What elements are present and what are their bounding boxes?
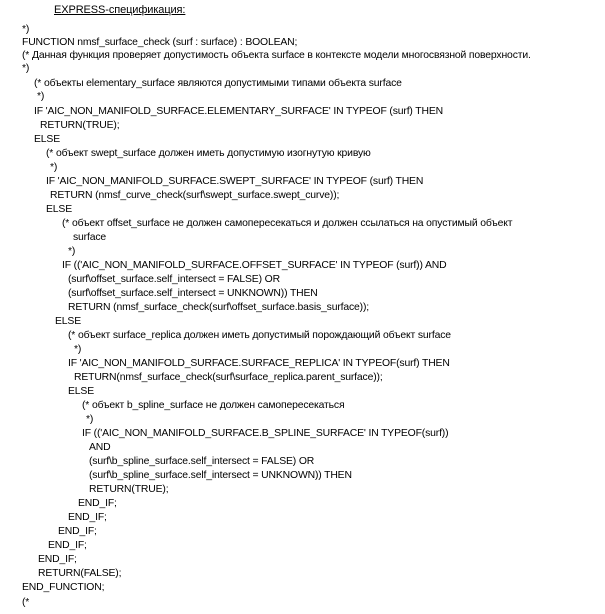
code-line: END_FUNCTION; (22, 582, 105, 593)
code-line: RETURN(TRUE); (40, 120, 120, 131)
code-line: *) (37, 91, 45, 102)
code-line: END_IF; (68, 512, 107, 523)
code-line: (surf\b_spline_surface.self_intersect = UNKNOWN)) THEN (89, 470, 352, 481)
code-line: IF 'AIC_NON_MANIFOLD_SURFACE.SWEPT_SURFACE' IN TYPEOF (surf) THEN (46, 176, 424, 187)
code-line: IF 'AIC_NON_MANIFOLD_SURFACE.SURFACE_REPLICA' IN TYPEOF(surf) THEN (68, 358, 450, 369)
code-line: ELSE (68, 386, 94, 397)
code-line: ELSE (55, 316, 81, 327)
code-line: IF 'AIC_NON_MANIFOLD_SURFACE.ELEMENTARY_SURFACE' IN TYPEOF (surf) THEN (34, 106, 443, 117)
code-line: END_IF; (48, 540, 87, 551)
code-line: END_IF; (78, 498, 117, 509)
code-line: *) (74, 344, 82, 355)
code-line: (* объекты elementary_surface являются допустимыми типами объекта surface (34, 78, 402, 89)
code-line: (surf\offset_surface.self_intersect = FALSE) OR (68, 274, 280, 285)
code-line: *) (22, 63, 30, 74)
code-line: ELSE (46, 204, 72, 215)
code-line: FUNCTION nmsf_surface_check (surf : surface) : BOOLEAN; (22, 37, 298, 48)
code-line: (* объект swept_surface должен иметь допустимую изогнутую кривую (46, 148, 371, 159)
code-line: (* (22, 597, 30, 608)
document-heading: EXPRESS-спецификация: (54, 4, 186, 16)
code-line: (surf\offset_surface.self_intersect = UNKNOWN)) THEN (68, 288, 318, 299)
code-line: *) (50, 162, 58, 173)
code-line: END_IF; (38, 554, 77, 565)
code-line: *) (22, 24, 30, 35)
code-line: (* объект offset_surface не должен самопересекаться и должен ссылаться на опустимый объект (62, 218, 513, 229)
code-line: (* Данная функция проверяет допустимость объекта surface в контексте модели многосвязной поверхности. (22, 50, 531, 61)
code-line: RETURN(nmsf_surface_check(surf\surface_replica.parent_surface)); (74, 372, 383, 383)
code-line: RETURN (nmsf_curve_check(surf\swept_surface.swept_curve)); (50, 190, 340, 201)
code-line: RETURN (nmsf_surface_check(surf\offset_surface.basis_surface)); (68, 302, 370, 313)
code-line: (surf\b_spline_surface.self_intersect = FALSE) OR (89, 456, 315, 467)
code-line: surface (73, 232, 107, 243)
code-line: END_IF; (58, 526, 97, 537)
code-line: RETURN(FALSE); (38, 568, 122, 579)
code-line: AND (89, 442, 111, 453)
code-line: *) (86, 414, 94, 425)
code-line: *) (68, 246, 76, 257)
code-line: IF (('AIC_NON_MANIFOLD_SURFACE.OFFSET_SURFACE' IN TYPEOF (surf)) AND (62, 260, 447, 271)
code-line: (* объект surface_replica должен иметь допустимый порождающий объект surface (68, 330, 451, 341)
code-line: IF (('AIC_NON_MANIFOLD_SURFACE.B_SPLINE_SURFACE' IN TYPEOF(surf)) (82, 428, 449, 439)
code-line: RETURN(TRUE); (89, 484, 169, 495)
code-line: ELSE (34, 134, 60, 145)
code-line: (* объект b_spline_surface не должен самопересекаться (82, 400, 345, 411)
